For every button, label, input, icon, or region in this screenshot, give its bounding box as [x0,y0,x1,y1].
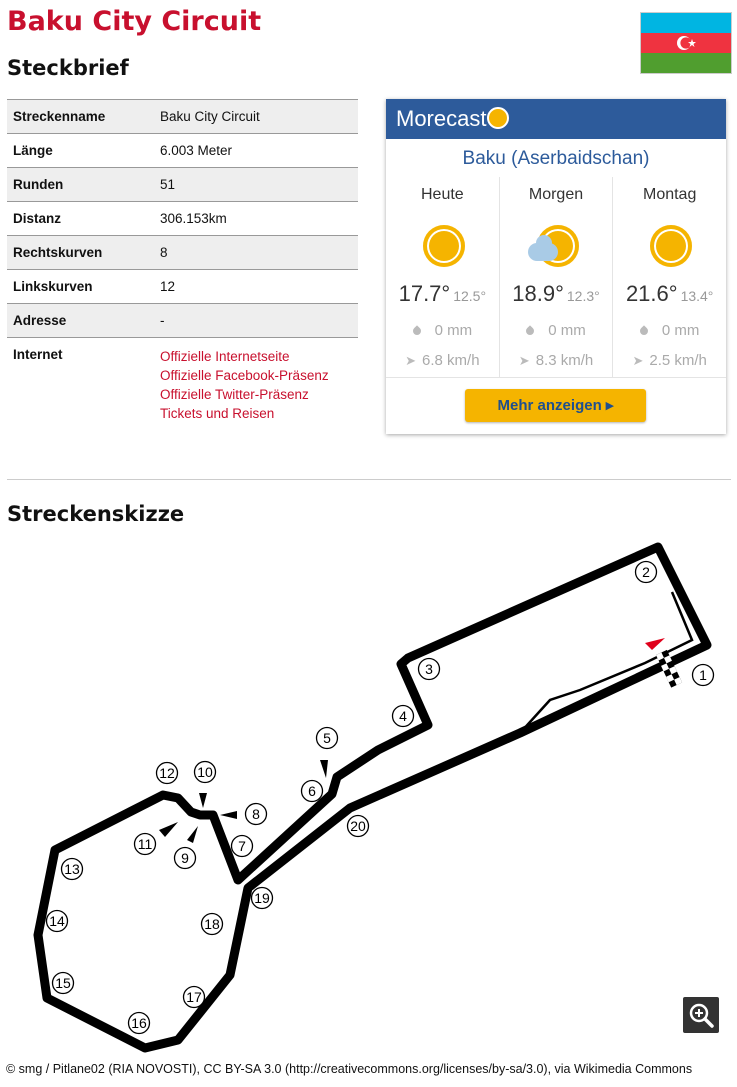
turn-number: 18 [204,916,220,932]
wind-row [613,352,726,369]
turn-4 [393,706,414,727]
turn-11 [135,834,156,855]
wind-row [386,352,499,369]
turn-number: 7 [238,838,246,854]
turn-pointer-icon [199,793,207,808]
turn-1 [693,665,714,686]
fact-value: 306.153km [154,202,358,236]
turn-6 [302,781,323,802]
raindrop-icon [638,325,649,336]
turn-number: 9 [181,850,189,866]
rain-value: 0 mm [661,322,700,339]
turn-10 [195,762,216,783]
turn-19 [252,888,273,909]
wind-value: 2.5 km/h [649,352,707,369]
day-name: Morgen [528,186,584,203]
table-row [7,236,358,270]
turn-pointer-icon [320,760,328,778]
turn-8 [246,804,267,825]
sun-icon [650,225,692,267]
turn-3 [419,659,440,680]
wind-arrow-icon: ➤ [518,353,530,368]
turn-20 [348,816,369,837]
rain-row [386,322,499,339]
turn-15 [53,973,74,994]
more-weather-button[interactable]: Mehr anzeigen ▸ [465,389,646,422]
turn-16 [129,1013,150,1034]
table-row [7,270,358,304]
fact-value: 51 [154,168,358,202]
temp-min: 13.4° [680,288,714,304]
magnifier-plus-icon [683,997,719,1033]
turn-7 [232,836,253,857]
fact-value: - [154,304,358,338]
weather-day [613,177,726,377]
temp-max: 17.7° [398,281,451,306]
temp-min: 12.3° [566,288,600,304]
fact-key: Internet [7,338,154,424]
turn-18 [202,914,223,935]
temp-max: 18.9° [512,281,564,306]
day-name: Montag [642,186,697,203]
turn-number: 16 [131,1015,147,1031]
day-temps [613,281,726,307]
turn-number: 11 [137,836,153,852]
turn-pointer-icon [220,811,237,819]
morecast-logo: Morecast [396,106,487,131]
turn-9 [175,848,196,869]
fact-key: Streckenname [7,100,154,134]
fact-value: Baku City Circuit [154,100,358,134]
turn-number: 12 [159,765,175,781]
turn-number: 2 [642,564,650,580]
wind-arrow-icon: ➤ [405,353,417,368]
turn-number: 13 [64,861,80,877]
turn-13 [62,859,83,880]
turn-number: 17 [186,989,202,1005]
fact-key: Länge [7,134,154,168]
rain-row [500,322,613,339]
start-flag-icon [645,638,665,650]
rain-value: 0 mm [548,322,586,339]
turn-number: 10 [197,764,213,780]
wind-arrow-icon: ➤ [632,353,644,368]
temp-min: 12.5° [453,288,487,304]
table-row [7,100,358,134]
turn-number: 3 [425,661,433,677]
weather-city: Baku (Aserbaidschan) [462,148,650,169]
sun-icon [423,225,465,267]
table-row [7,338,358,424]
wind-value: 8.3 km/h [535,352,594,369]
wind-row [500,352,613,369]
day-temps [386,281,499,307]
turn-pointer-icon [159,822,178,837]
weather-day [386,177,500,377]
turn-number: 15 [55,975,71,991]
track-outline [38,547,707,1048]
official-website-link[interactable]: Offizielle Internetseite [160,349,290,364]
turn-number: 8 [252,806,260,822]
turn-12 [157,763,178,784]
facebook-link[interactable]: Offizielle Facebook-Präsenz [160,368,329,383]
turn-5 [317,728,338,749]
steckbrief-heading: Steckbrief [7,56,129,80]
turn-17 [184,987,205,1008]
day-temps [500,281,613,307]
track-map[interactable] [0,535,737,1060]
rain-row [613,322,726,339]
turn-2 [636,562,657,583]
cloud-icon [528,243,558,261]
facts-table [7,99,358,423]
table-row [7,168,358,202]
table-row [7,304,358,338]
weather-days [386,177,726,377]
page-title: Baku City Circuit [7,6,262,37]
turn-number: 14 [49,913,65,929]
turn-number: 6 [308,783,316,799]
turn-number: 1 [699,667,707,683]
fact-key: Rechtskurven [7,236,154,270]
section-divider [7,479,731,480]
raindrop-icon [411,325,422,336]
fact-key: Runden [7,168,154,202]
raindrop-icon [525,325,536,336]
twitter-link[interactable]: Offizielle Twitter-Präsenz [160,387,309,402]
weather-widget [386,99,726,434]
turn-number: 5 [323,730,331,746]
internet-links [154,338,358,424]
table-row [7,134,358,168]
azerbaijan-flag-icon [641,13,731,73]
turn-number: 19 [254,890,270,906]
weather-header[interactable] [386,99,726,139]
rain-value: 0 mm [434,322,473,339]
turn-number: 20 [350,818,366,834]
table-row [7,202,358,236]
tickets-link[interactable]: Tickets und Reisen [160,406,275,421]
fact-key: Distanz [7,202,154,236]
turn-14 [47,911,68,932]
weather-day [500,177,614,377]
fact-key: Adresse [7,304,154,338]
temp-max: 21.6° [625,281,678,306]
fact-key: Linkskurven [7,270,154,304]
image-credit: © smg / Pitlane02 (RIA NOVOSTI), CC BY-SA 3.0 (http://creativecommons.org/licenses/by-sa/3.0), via Wikimedia Commons [6,1062,693,1076]
turn-number: 4 [399,708,407,724]
morecast-sun-icon [487,107,509,129]
weather-separator [386,377,726,378]
turn-pointer-icon [187,826,198,843]
fact-value: 12 [154,270,358,304]
fact-value: 8 [154,236,358,270]
fact-value: 6.003 Meter [154,134,358,168]
zoom-button[interactable] [683,997,719,1033]
streckenskizze-heading: Streckenskizze [7,502,185,526]
wind-value: 6.8 km/h [422,352,480,369]
day-name: Heute [420,186,464,203]
